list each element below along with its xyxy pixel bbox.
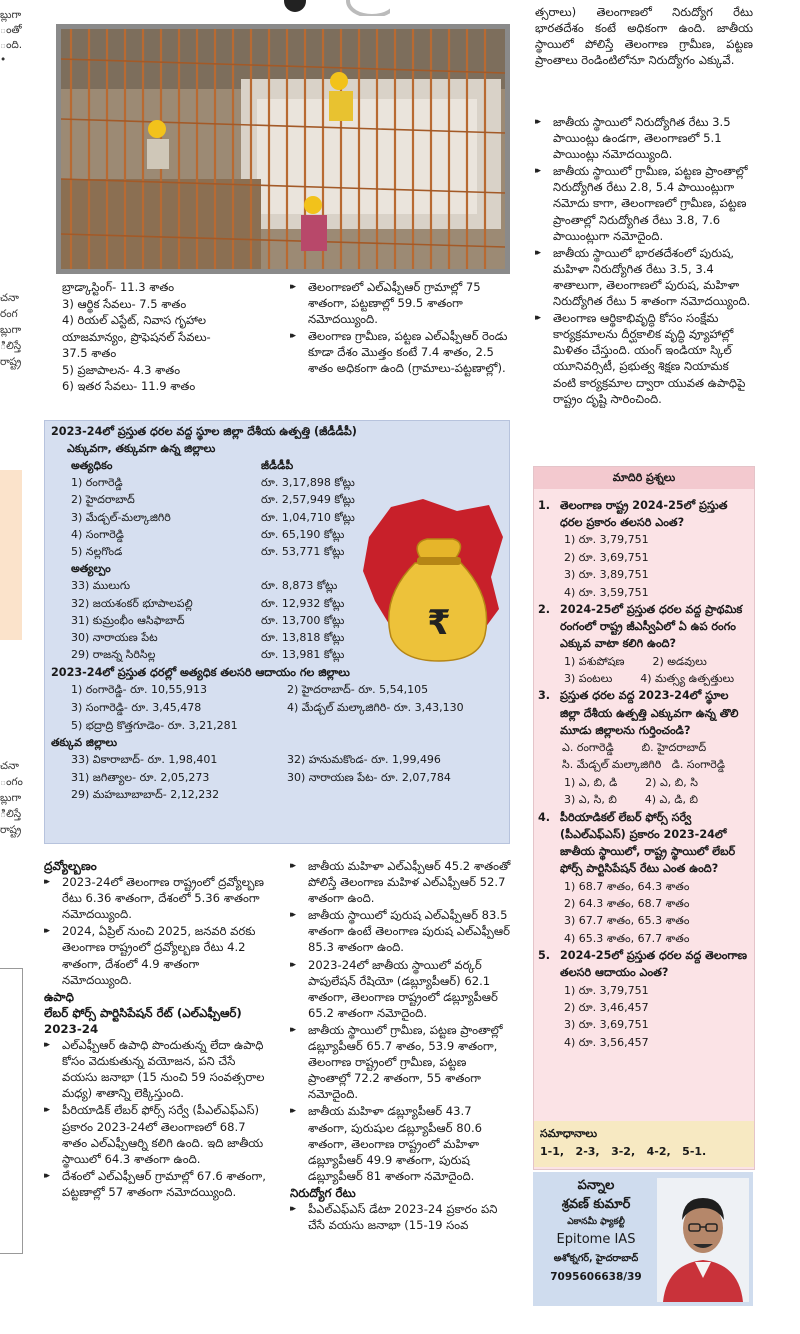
table-row: 33) ములుగు రూ. 8,873 కోట్లు xyxy=(71,579,338,593)
question-1: 1. తెలంగాణ రాష్ట్ర 2024-25లో ప్రస్తుత ధరల ప్రకారం తలసరి ఎంత? xyxy=(538,499,728,530)
option: 3) ఎ, సి, బి 4) ఎ, డి, బి xyxy=(564,793,698,807)
table-row: 31) జగిత్యాల- రూ. 2,05,273 30) నారాయణ పేట- రూ. 2,07,784 xyxy=(71,770,451,784)
list-item: ▸▸ తెలంగాణలో ఎల్ఎఫ్పీఆర్ గ్రామాల్లో 75 శాతంగా, పట్టణాల్లో 59.5 శాతంగా నమోదయ్యింది. xyxy=(290,279,512,327)
left-box-edge xyxy=(0,968,23,1254)
option: 4) 65.3 శాతం, 67.7 శాతం xyxy=(564,931,690,945)
table-row: 33) వికారాబాద్- రూ. 1,98,401 32) హనుమకొండ- రూ. 1,99,496 xyxy=(71,753,441,767)
option: 2) 64.3 శాతం, 68.7 శాతం xyxy=(564,896,690,910)
author-box xyxy=(533,1172,753,1306)
option: 1) రూ. 3,79,751 xyxy=(564,533,649,547)
option: 2) రూ. 3,46,457 xyxy=(564,1000,649,1014)
header-glyph-sliver xyxy=(250,0,390,16)
list-item: ▸▸ జాతీయ స్థాయిలో భారతదేశంలో పురుష, మహిళా నిరుద్యోగిత రేటు 3.5, 3.4 శాతాలుగా, తెలంగాణలో పురుష, మహిళా నిరుద్యోగిత రేటు 5 శాతంగా నమోదయ్యింది. xyxy=(535,245,753,309)
list-item: ▸▸ పీఎల్ఎఫ్ఎస్ డేటా 2023-24 ప్రకారం పని చేసే వయసు జనాభా (15-19 సంవ xyxy=(290,1201,512,1233)
list-item: ▸▸ జాతీయ స్థాయిలో పురుష ఎల్ఎఫ్పీఆర్ 83.5 శాతంగా ఉంటే తెలంగాణ పురుష ఎల్ఎఫ్పీఆర్ 85.3 శాతంగా ఉంది. xyxy=(290,907,512,955)
table-row: 29) మహబూబాబాద్- 2,12,232 xyxy=(71,788,220,802)
option: 1) 68.7 శాతం, 64.3 శాతం xyxy=(564,879,690,893)
option: 3) పంటలు 4) మత్స్య ఉత్పత్తులు xyxy=(564,672,735,686)
author-photo xyxy=(657,1178,749,1302)
option: 2) రూ. 3,69,751 xyxy=(564,550,649,564)
middle-bottom-bullets xyxy=(290,858,512,1234)
table-row: 4) సంగారెడ్డి రూ. 65,190 కోట్లు xyxy=(71,527,345,541)
model-questions-box xyxy=(533,466,755,1170)
left-peach-strip xyxy=(0,470,22,640)
table-row: 5) నల్లగొండ రూ. 53,771 కోట్లు xyxy=(71,545,345,559)
list-item: ▸▸ తెలంగాణ ఆర్థికాభివృద్ధి కోసం సంక్షేమ కార్యక్రమాలను దీర్ఘకాలిక వృద్ధి వ్యూహాల్లో మిళితం చేస్తుంది. యంగ్ ఇండియా స్కిల్ యూనివర్సిటీ, ప్రభుత్వ శిక్షణ నియామక వంటి కార్యక్రమాల ద్వారా యువత ఉపాధిపై రాష్ట్రం దృష్టి సారించింది. xyxy=(535,310,753,407)
author-phone: 7095606638/39 xyxy=(550,1271,642,1283)
lowest-label: అత్యల్పం xyxy=(71,562,111,576)
list-item: ▸▸ 2023-24లో జాతీయ స్థాయిలో వర్కర్ పాపులేషన్ రేషియో (డబ్ల్యూపీఆర్) 62.1 శాతంగా, తెలంగాణ రాష్ట్రంలో డబ్ల్యూపీఆర్ 65.2 శాతంగా నమోదైంది. xyxy=(290,957,512,1021)
answers-box xyxy=(534,1121,754,1167)
left-fragment-3: చనా ంగం బ్లుగా ిలిస్తే రాష్ట్ర xyxy=(0,760,23,836)
option: 1) పశుపోషణ 2) అడవులు xyxy=(564,654,707,668)
table-row: 2) హైదరాబాద్ రూ. 2,57,949 కోట్లు xyxy=(71,493,355,507)
author-location: అశోక్నగర్, హైదరాబాద్ xyxy=(553,1253,639,1264)
option: 1) రూ. 3,79,751 xyxy=(564,983,649,997)
table-row: 1) రంగారెడ్డి- రూ. 10,55,913 2) హైదరాబాద్- రూ. 5,54,105 xyxy=(71,683,429,697)
option: 3) 67.7 శాతం, 65.3 శాతం xyxy=(564,914,690,928)
option: 3) రూ. 3,89,751 xyxy=(564,568,649,582)
table-row: 3) సంగారెడ్డి- రూ. 3,45,478 4) మేడ్చల్ మల్కాజిగిరి- రూ. 3,43,130 xyxy=(71,701,464,715)
option: ఎ. రంగారెడ్డి బి. హైదరాబాద్ xyxy=(562,741,707,755)
list-item: ▸▸ జాతీయ మహిళా డబ్ల్యూపీఆర్ 43.7 శాతంగా, పురుషుల డబ్ల్యూపీఆర్ 80.6 శాతంగా, తెలంగాణ రాష్ట్రంలో మహిళా డబ్ల్యూపీఆర్ 49.9 శాతంగా, పురుష డబ్ల్యూపీఆర్ 81 శాతంగా నమోదైంది. xyxy=(290,1103,512,1183)
table-row: 31) కుమ్రంభీం ఆసిఫాబాద్ రూ. 13,700 కోట్లు xyxy=(71,613,345,627)
question-3: 3. ప్రస్తుత ధరల వద్ద 2023-24లో స్థూల జిల్లా దేశీయ ఉత్పత్తి ఎక్కువగా ఉన్న తొలి మూడు జిల్లాలను గుర్తించండి? xyxy=(538,689,739,737)
table-row: 32) జయశంకర్ భూపాలపల్లి రూ. 12,932 కోట్లు xyxy=(71,596,345,610)
col-district: అత్యధికం xyxy=(71,459,113,472)
left-fragment-1: బ్లుగా ంతో ంది. • xyxy=(0,9,23,66)
author-role: ఎకానమీ ఫ్యాకల్టీ xyxy=(567,1217,625,1227)
list-item: ▸▸ ఎల్ఎఫ్పీఆర్ ఉపాధి పొందుతున్న లేదా ఉపాధి కోసం వెదుకుతున్న వయోజన, పని చేసే వయసు జనాభా (15 నుంచి 59 సంవత్సరాల మధ్య) శాతాన్ని లెక్కిస్తుంది. xyxy=(44,1037,270,1101)
list-item: ▸▸ 2024, ఏప్రిల్ నుంచి 2025, జనవరి వరకు తెలంగాణ రాష్ట్రంలో ద్రవ్యోల్బణ రేటు 4.2 శాతంగా, దేశంలో 4.9 శాతంగా నమోదయ్యింది. xyxy=(44,923,270,987)
author-name-line2: శ్రవణ్ కుమార్ xyxy=(561,1197,631,1212)
answers-label: సమాధానాలు xyxy=(540,1127,598,1140)
pci-title: 2023-24లో ప్రస్తుత ధరల్లో అత్యధిక తలసరి ఆదాయం గల జిల్లాలు xyxy=(51,666,350,680)
left-fragment-2: చనా రంగ బ్లుగా ిలిస్తే రాష్ట్ర xyxy=(0,292,22,368)
construction-photo xyxy=(56,24,510,274)
rupee-symbol: ₹ xyxy=(427,603,451,643)
table-row: 1) రంగారెడ్డి రూ. 3,17,898 కోట్లు xyxy=(71,476,355,490)
quiz-header: మాదిరి ప్రశ్నలు xyxy=(534,467,754,489)
lfpr-subheading: లేబర్ ఫోర్స్ పార్టిసిపేషన్ రేట్ (ఎల్ఎఫ్పీఆర్) 2023-24 xyxy=(44,1005,242,1036)
question-2: 2. 2024-25లో ప్రస్తుత ధరల వద్ద ప్రాథమిక రంగంలో రాష్ట్ర జీఎస్వీఏలో ఏ ఉప రంగం ఎక్కువ వాటా కలిగి ఉంది? xyxy=(538,603,743,651)
table-row: 29) రాజన్న సిరిసిల్ల రూ. 13,981 కోట్లు xyxy=(71,648,345,662)
author-byline xyxy=(537,1176,655,1286)
employment-heading: ఉపాధి xyxy=(44,989,74,1004)
option: 1) ఎ, బి, డి 2) ఎ, బి, సి xyxy=(564,775,698,789)
lfpr-top-bullets xyxy=(290,279,512,378)
inflation-employment xyxy=(44,858,270,1201)
construction-site-photo-icon xyxy=(61,29,505,269)
table-row: 5) భద్రాద్రి కొత్తగూడెం- రూ. 3,21,281 xyxy=(71,718,238,732)
list-item: ▸▸ దేశంలో ఎల్ఎఫ్పీఆర్ గ్రామాల్లో 67.6 శాతంగా, పట్టణాల్లో 57 శాతంగా నమోదయ్యింది. xyxy=(44,1168,270,1200)
table-row: 3) మేడ్చల్-మల్కాజిగిరి రూ. 1,04,710 కోట్లు xyxy=(71,510,355,524)
unemployment-heading: నిరుద్యోగ రేటు xyxy=(290,1185,356,1200)
question-4: 4. పీరియాడికల్ లేబర్ ఫోర్స్ సర్వే (పీఎల్ఎఫ్ఎస్) ప్రకారం 2023-24లో జాతీయ స్థాయిలో, రాష్ట్ర స్థాయిలో లేబర్ ఫోర్స్ పార్టిసిపేషన్ రేటు ఎంత ఉంది? xyxy=(538,810,736,876)
telangana-map-illustration xyxy=(361,497,507,665)
answers-text: 1-1, 2-3, 3-2, 4-2, 5-1. xyxy=(540,1145,707,1158)
list-item: ▸▸ జాతీయ స్థాయిలో నిరుద్యోగిత రేటు 3.5 పాయింట్లు ఉండగా, తెలంగాణలో 5.1 పాయింట్లు నమోదయ్యింది. xyxy=(535,114,753,162)
author-portrait-icon xyxy=(657,1178,749,1302)
gddp-subtitle: ఎక్కువగా, తక్కువగా ఉన్న జిల్లాలు xyxy=(67,442,216,455)
right-top-bullets xyxy=(535,114,753,408)
author-name-line1: పన్నాల xyxy=(577,1178,615,1193)
list-item: ▸▸ జాతీయ మహిళా ఎల్ఎఫ్పీఆర్ 45.2 శాతంతో పోలిస్తే తెలంగాణ మహిళ ఎల్ఎఫ్పీఆర్ 52.7 శాతంగా ఉంది. xyxy=(290,858,512,906)
table-row: 30) నారాయణ పేట రూ. 13,818 కోట్లు xyxy=(71,631,345,645)
author-institute: Epitome IAS xyxy=(556,1232,636,1247)
list-item: ▸▸ తెలంగాణ గ్రామీణ, పట్టణ ఎల్ఎఫ్పీఆర్ రెండు కూడా దేశం మొత్తం కంటే 7.4 శాతం, 2.5 శాతం అధికంగా ఉంది (గ్రామాలు-పట్టణాల్లో). xyxy=(290,328,512,376)
list-item: ▸▸ 2023-24లో తెలంగాణ రాష్ట్రంలో ద్రవ్యోల్బణ రేటు 6.36 శాతంగా, దేశంలో 5.36 శాతంగా నమోదయ్యింది. xyxy=(44,874,270,922)
question-5: 5. 2024-25లో ప్రస్తుత ధరల వద్ద తెలంగాణ తలసరి ఆదాయం ఎంత? xyxy=(538,949,747,980)
option: 4) రూ. 3,56,457 xyxy=(564,1035,649,1049)
inflation-heading: ద్రవ్యోల్బణం xyxy=(44,859,97,873)
list-item: ▸▸ జాతీయ స్థాయిలో గ్రామీణ, పట్టణ ప్రాంతాల్లో నిరుద్యోగిత రేటు 2.8, 5.4 పాయింట్లుగా నమోదు కాగా, తెలంగాణలో గ్రామీణ, పట్టణ ప్రాంతాల్లో నిరుద్యోగిత రేటు 3.8, 7.6 పాయింట్లుగా నమోదైంది. xyxy=(535,163,753,243)
option: 4) రూ. 3,59,751 xyxy=(564,585,649,599)
option: సి. మేడ్చల్ మల్కాజిగిరి డి. సంగారెడ్డి xyxy=(562,758,725,772)
right-intro: త్సరాలు) తెలంగాణలో నిరుద్యోగ రేటు భారతదేశం కంటే అధికంగా ఉంది. జాతీయ స్థాయిలో పోలిస్తే తెలంగాణ గ్రామీణ, పట్టణ ప్రాంతాలు రెండింటిలోనూ నిరుద్యోగం ఎక్కువే. xyxy=(535,5,753,68)
list-item: ▸▸ పీరియాడిక్ లేబర్ ఫోర్స్ సర్వే (పీఎల్ఎఫ్ఎస్) ప్రకారం 2023-24లో తెలంగాణలో 68.7 శాతం ఎల్ఎఫ్పీఆర్ని కలిగి ఉంది. ఇది జాతీయ స్థాయిలో 64.3 శాతంగా ఉంది. xyxy=(44,1102,270,1166)
pci-low-label: తక్కువ జిల్లాలు xyxy=(51,736,118,750)
option: 3) రూ. 3,69,751 xyxy=(564,1018,649,1032)
gddp-box xyxy=(44,420,510,844)
gddp-title: 2023-24లో ప్రస్తుత ధరల వద్ద స్థూల జిల్లా దేశీయ ఉత్పత్తి (జీడీడీపీ) xyxy=(51,425,357,438)
col-value: జీడీడీపీ xyxy=(261,459,294,472)
list-item: ▸▸ జాతీయ స్థాయిలో గ్రామీణ, పట్టణ ప్రాంతాల్లో డబ్ల్యూపీఆర్ 65.7 శాతం, 53.9 శాతంగా, తెలంగాణ రాష్ట్రంలో గ్రామీణ, పట్టణ ప్రాంతాల్లో 72.2 శాతంగా, 55 శాతంగా నమోదైంది. xyxy=(290,1022,512,1102)
sector-stats: బ్రాడ్కాస్టింగ్- 11.3 శాతం 3) ఆర్థిక సేవలు- 7.5 శాతం 4) రియల్ ఎస్టేట్, నివాస గృహాల యాజమాన్యం, ప్రొఫెషనల్ సేవలు- 37.5 శాతం 5) ప్రజాపాలన- 4.3 శాతం 6) ఇతర సేవలు- 11.9 శాతం xyxy=(62,280,211,393)
